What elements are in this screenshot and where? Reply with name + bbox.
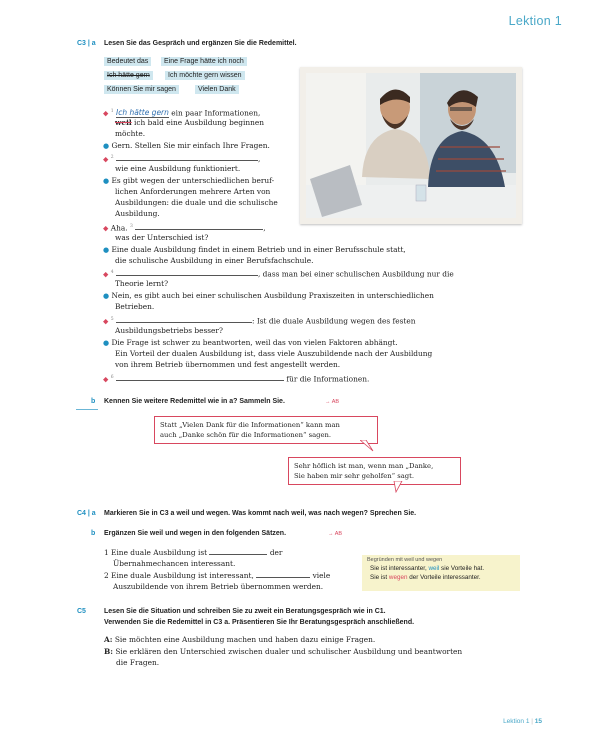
dialogue-line-13 (103, 245, 406, 256)
situation-b-cont: die Fragen. (116, 658, 160, 667)
gap-4[interactable] (116, 269, 258, 276)
exercise-number-c3a: C3 | a (77, 40, 96, 47)
bullet-speaker-a: ◆ (103, 224, 109, 233)
sentence-text: 1 Eine duale Ausbildung ist (104, 548, 208, 557)
role-label-b: B: (104, 647, 113, 656)
note-keyword-weil: weil (428, 565, 440, 572)
dialogue-text: : Ist die duale Ausbildung wegen des festen (251, 316, 416, 326)
gap-6[interactable] (116, 374, 284, 381)
gap-number: 3 (129, 224, 133, 229)
marked-weil: weil (115, 118, 132, 127)
exercise-number-c4b: b (91, 530, 96, 537)
sentence-2 (104, 571, 330, 582)
bullet-speaker-b: ● (103, 142, 110, 150)
situation-b (104, 647, 462, 658)
dialogue-text: Die Frage ist schwer zu beantworten, weil das von vielen Faktoren abhängt. (111, 338, 398, 347)
dialogue-text: , dass man bei einer schulischen Ausbildung nur die (257, 269, 454, 279)
chip-koennen-sie: Können Sie mir sagen (104, 85, 179, 94)
dialogue-line-5: ◆ $^2$ , (103, 154, 261, 164)
workbook-reference: → AB (325, 399, 340, 405)
page-number: 15 (534, 718, 542, 725)
gap-5[interactable] (116, 316, 252, 323)
bullet-speaker-b: ● (103, 246, 110, 254)
dialogue-line-24 (103, 373, 369, 385)
sentence-text: der (269, 548, 283, 557)
chip-ich-haette-gern: Ich hätte gern (104, 71, 153, 80)
dialogue-line-9: Ausbildungen: die duale und die schulische (115, 198, 278, 207)
note-title: Begründen mit weil und wegen (367, 557, 443, 563)
dialogue-line-12: was der Unterschied ist? (115, 233, 209, 242)
note-text: Sie ist (370, 574, 389, 581)
dialogue-line-6: wie eine Ausbildung funktioniert. (115, 164, 241, 173)
exercise-instruction-c5-1: Lesen Sie die Situation und schreiben Sie zu zweit ein Beratungsgespräch wie in C1. (104, 608, 386, 615)
exercise-instruction-c3a: Lesen Sie das Gespräch und ergänzen Sie die Redemittel. (104, 40, 297, 47)
grammar-note-box (362, 555, 520, 591)
bullet-speaker-b: ● (103, 339, 110, 347)
workbook-reference: → AB (328, 531, 343, 537)
photo-illustration (300, 67, 522, 224)
bubble-tail-1 (360, 440, 374, 452)
speech-bubble-2 (288, 457, 461, 485)
sentence-2-cont: Auszubildende von ihrem Betrieb übernommen werden. (113, 582, 324, 591)
gap-number: 1 (110, 109, 114, 114)
dialogue-text: ein paar Informationen, (168, 108, 261, 118)
dialogue-text: Es gibt wegen der unterschiedlichen beruf- (111, 176, 275, 185)
bullet-speaker-a: ◆ (103, 109, 109, 118)
dialogue-line-2 (115, 118, 264, 129)
dialogue-text: ich bald eine Ausbildung beginnen (131, 118, 264, 127)
dialogue-line-3: möchte. (115, 129, 146, 138)
gap-number: 4 (110, 270, 114, 275)
dialogue-line-4 (103, 141, 270, 152)
dialogue-line-7 (103, 176, 274, 187)
exercise-number-c5: C5 (77, 608, 86, 615)
bullet-speaker-b: ● (103, 177, 110, 185)
dialogue-line-20: Ausbildungsbetriebs besser? (115, 326, 223, 335)
gap-sentence-2[interactable] (256, 571, 310, 578)
gap-sentence-1[interactable] (209, 548, 267, 555)
exercise-instruction-c3b: Kennen Sie weitere Redemittel wie in a? Sammeln Sie. (104, 398, 285, 405)
situation-text: Sie erklären den Unterschied zwischen dualer und schulischer Ausbildung und beantworten (115, 647, 463, 656)
note-text: der Vorteile interessanter. (407, 574, 481, 581)
gap-number: 6 (110, 375, 114, 380)
photo-two-men-laptop (300, 67, 522, 224)
chip-vielen-dank: Vielen Dank (195, 85, 239, 94)
speech-bubble-1 (154, 416, 378, 444)
sentence-1 (104, 548, 282, 559)
note-line-2 (362, 573, 520, 582)
dialogue-line-23: von ihrem Betrieb übernommen und fest angestellt werden. (115, 360, 341, 369)
exercise-number-c4a: C4 | a (77, 510, 96, 517)
exercise-instruction-c5-2: Verwenden Sie die Redemittel in C3 a. Präsentieren Sie Ihr Beratungsgespräch anschließend. (104, 619, 415, 626)
chip-eine-frage: Eine Frage hätte ich noch (161, 57, 247, 66)
bullet-speaker-a: ◆ (103, 317, 109, 326)
sentence-text: 2 Eine duale Ausbildung ist interessant, (104, 571, 254, 580)
section-rule (76, 409, 98, 410)
dialogue-line-16: Theorie lernt? (115, 279, 169, 288)
gap-3[interactable] (135, 223, 263, 230)
note-text: Sie ist interessanter, (370, 565, 429, 572)
page-footer: Lektion 1 | 15 (503, 718, 542, 725)
dialogue-line-22: Ein Vorteil der dualen Ausbildung ist, dass viele Auszubildende nach der Ausbildung (115, 349, 433, 358)
lesson-header: Lektion 1 (508, 14, 562, 28)
bubble-tail-2 (392, 481, 406, 493)
dialogue-text: Gern. Stellen Sie mir einfach Ihre Fragen. (111, 141, 270, 150)
dialogue-line-10: Ausbildung. (115, 209, 160, 218)
sentence-1-cont: Übernahmechancen interessant. (113, 559, 236, 568)
exercise-instruction-c4a: Markieren Sie in C3 a weil und wegen. Was kommt nach weil, was nach wegen? Sprechen Sie. (104, 510, 417, 517)
chip-bedeutet-das: Bedeutet das (104, 57, 151, 66)
dialogue-line-18: Betrieben. (115, 302, 155, 311)
gap-2[interactable] (116, 154, 258, 161)
dialogue-line-14: die schulische Ausbildung in einer Berufsfachschule. (115, 256, 314, 265)
dialogue-line-8: lichen Anforderungen mehrere Arten von (115, 187, 271, 196)
gap-number: 2 (110, 155, 114, 160)
exercise-number-c3b: b (91, 398, 96, 405)
dialogue-text: Aha. (110, 223, 128, 233)
situation-a (104, 635, 375, 646)
bubble-text: Statt „Vielen Dank für die Informationen“ kann man (160, 421, 340, 429)
dialogue-line-17 (103, 291, 434, 302)
note-keyword-wegen: wegen (388, 574, 408, 581)
dialogue-line-21 (103, 338, 398, 349)
dialogue-text: für die Informationen. (283, 374, 370, 384)
bubble-text: auch „Danke schön für die Informationen“ sagen. (160, 431, 332, 439)
bullet-speaker-a: ◆ (103, 375, 109, 384)
bullet-speaker-a: ◆ (103, 155, 109, 164)
gap-number: 5 (110, 317, 114, 322)
chip-ich-moechte-wissen: Ich möchte gern wissen (165, 71, 245, 80)
bullet-speaker-a: ◆ (103, 270, 109, 279)
gap-answer-1: Ich hätte gern (115, 108, 169, 118)
situation-text: Sie möchten eine Ausbildung machen und haben dazu einige Fragen. (114, 635, 376, 644)
dialogue-line-11: ◆ Aha. $^3$ , (103, 223, 266, 233)
footer-lesson: Lektion 1 (503, 718, 530, 725)
dialogue-text: Nein, es gibt auch bei einer schulischen Ausbildung Praxiszeiten in unterschiedlichen (111, 291, 434, 300)
bullet-speaker-b: ● (103, 292, 110, 300)
note-text: sie Vorteile hat. (439, 565, 485, 572)
exercise-instruction-c4b: Ergänzen Sie weil und wegen in den folgenden Sätzen. (104, 530, 287, 537)
sentence-text: viele (312, 571, 331, 580)
dialogue-text: Eine duale Ausbildung findet in einem Betrieb und in einer Berufsschule statt, (111, 245, 406, 254)
bubble-text: Sie haben mir sehr geholfen“ sagt. (294, 472, 415, 480)
note-line-1 (362, 564, 520, 573)
role-label-a: A: (104, 635, 113, 644)
bubble-text: Sehr höflich ist man, wenn man „Danke, (294, 462, 434, 470)
